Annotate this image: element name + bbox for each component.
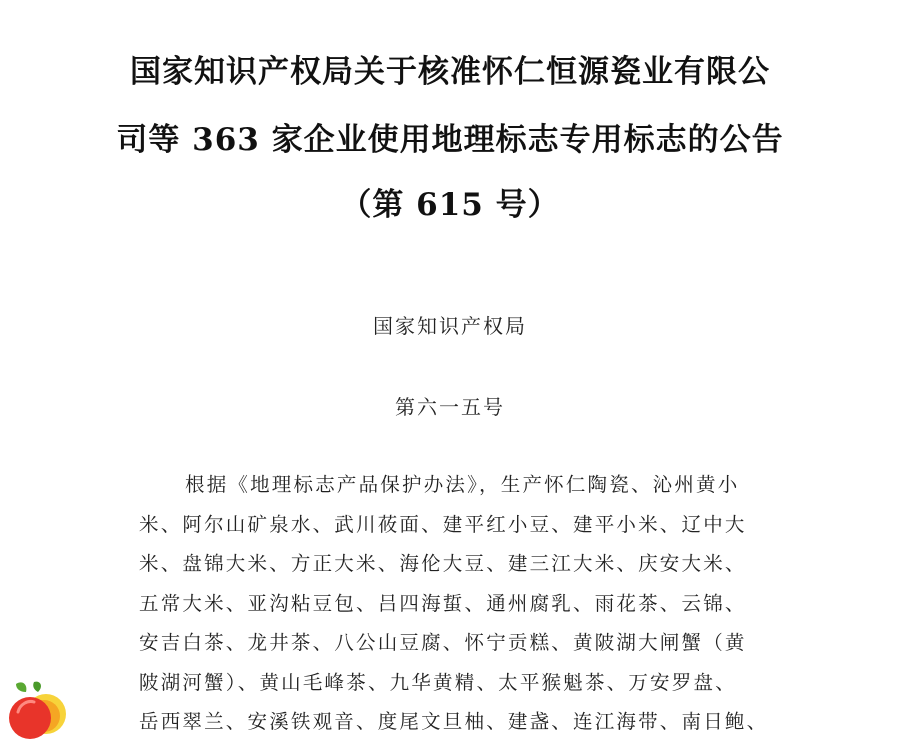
announcement-title-line-3: （第 615 号）: [340, 187, 560, 223]
announcement-title-line-2: 司等 363 家企业使用地理标志专用标志的公告: [116, 122, 784, 158]
issuer-name: 国家知识产权局: [373, 314, 527, 338]
body-line: 陂湖河蟹）、黄山毛峰茶、九华黄精、太平猴魁茶、万安罗盘、: [139, 670, 737, 694]
body-line: 米、盘锦大米、方正大米、海伦大豆、建三江大米、庆安大米、: [139, 552, 747, 575]
body-line: 米、阿尔山矿泉水、武川莜面、建平红小豆、建平小米、辽中大: [139, 512, 747, 536]
fruit-logo-icon: [4, 678, 70, 744]
announcement-title-line-1: 国家知识产权局关于核准怀仁恒源瓷业有限公: [130, 54, 770, 90]
body-line: 岳西翠兰、安溪铁观音、度尾文旦柚、建盏、连江海带、南日鲍、: [139, 710, 769, 733]
announcement-body: [139, 465, 779, 742]
document-number: 第六一五号: [395, 395, 505, 419]
body-line: 安吉白茶、龙井茶、八公山豆腐、怀宁贡糕、黄陂湖大闸蟹（黄: [139, 631, 747, 654]
body-line: 根据《地理标志产品保护办法》，生产怀仁陶瓷、沁州黄小: [185, 473, 740, 496]
body-line: 五常大米、亚沟粘豆包、吕四海蜇、通州腐乳、雨花茶、云锦、: [139, 591, 747, 615]
